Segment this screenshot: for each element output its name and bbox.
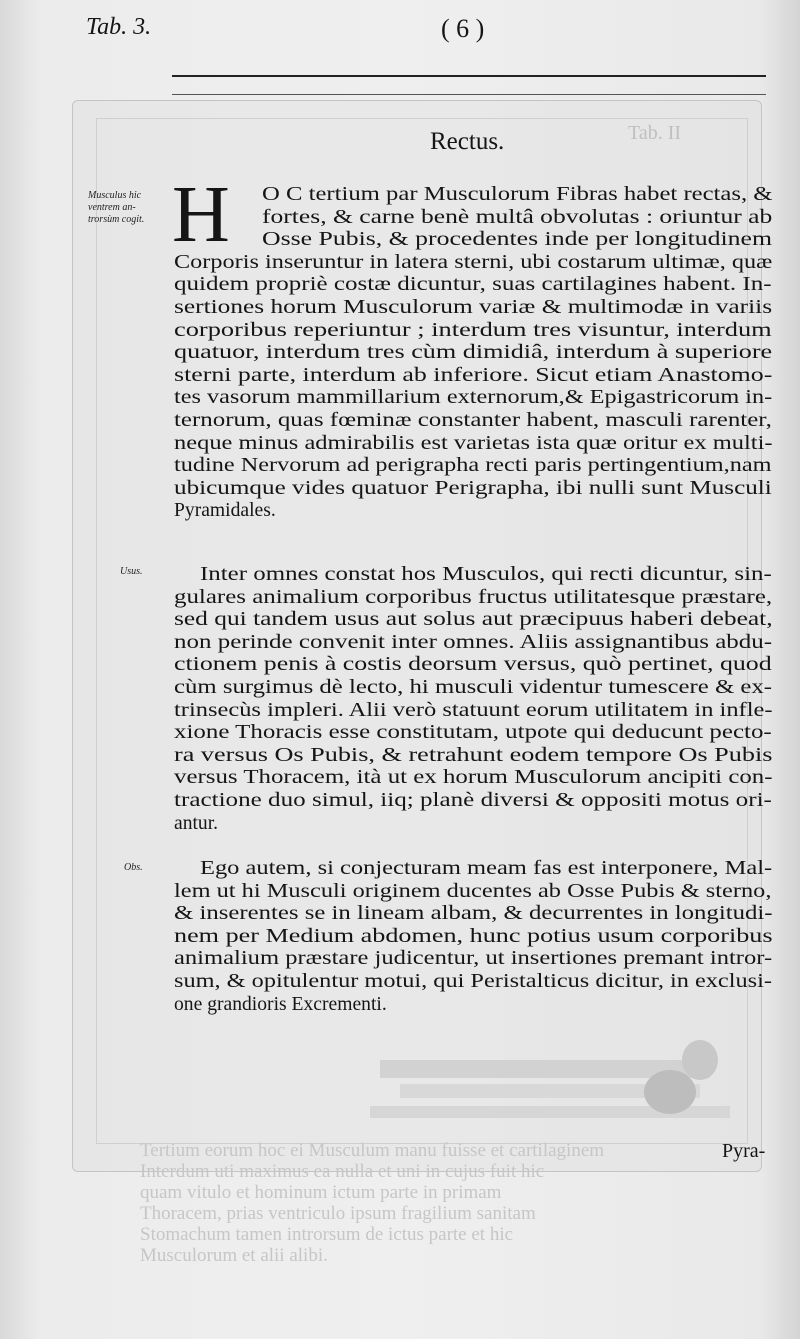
text-line: animalium præstare judicentur, ut insertiones premant intror- <box>174 948 773 970</box>
text-line: ra versus Os Pubis, & retrahunt eodem tempore Os Pubis <box>174 744 773 766</box>
margin-note-musculus <box>88 190 144 226</box>
text-line: antur. <box>174 812 219 834</box>
text-line: fortes, & carne benè multâ obvolutas : oriuntur ab <box>262 206 773 228</box>
text-line: Pyramidales. <box>174 500 276 522</box>
text-line: xione Thoracis esse constitutam, utpote qui deducunt pecto- <box>174 722 772 744</box>
text-line: gulares animalium corporibus fructus utilitatesque præstare, <box>174 586 773 608</box>
text-line: quidem propriè costæ dicuntur, suas cartilagines habent. In- <box>174 274 772 296</box>
section-heading: Rectus. <box>430 128 505 155</box>
margin-note-line: trorsùm cogit. <box>88 214 145 225</box>
text-line: sed qui tandem usus aut solus aut præcipuus haberi debeat, <box>174 609 773 631</box>
text-line: Corporis inseruntur in latera sterni, ubi costarum ultimæ, quæ <box>174 251 773 273</box>
margin-note-obs: Obs. <box>124 862 143 873</box>
show-through-text: Tertium eorum hoc ei Musculum manu fuisse et cartilaginem Interdum uti maximus ea nulla et uni in cujus fuit hic quam vitulo et hominum ictum parte in primam Thoracem, prias ventriculo ipsum fragilium sanitam Stomachum tamen introrsum de ictus parte et hic Musculorum et alii alibi. <box>140 1140 605 1266</box>
margin-note-usus: Usus. <box>120 566 143 577</box>
text-line: tractione duo simul, iiq; planè diversi & oppositi motus ori- <box>174 790 772 811</box>
text-line: lem ut hi Musculi originem ducentes ab Osse Pubis & sterno, <box>174 880 772 902</box>
text-line: one grandioris Excrementi. <box>174 993 387 1015</box>
text-line: ternorum, quas fœminæ constanter habent, masculi rarenter, <box>174 410 772 431</box>
text-line: trinsecùs impleri. Alii verò statuunt eorum utilitatem in infle- <box>174 699 773 721</box>
show-through-ruin-illustration <box>370 1020 750 1140</box>
text-line: cùm surgimus dè lecto, hi musculi videntur tumescere & ex- <box>174 677 773 698</box>
text-line: & inserentes se in lineam albam, & decurrentes in longitudi- <box>174 903 773 925</box>
text-line: sertiones horum Musculorum variæ & multimodæ in variis <box>174 297 773 318</box>
text-line: Inter omnes constat hos Musculos, qui recti dicuntur, sin- <box>200 564 772 585</box>
text-line: non perinde convenit inter omnes. Aliis assignantibus abdu- <box>174 631 773 653</box>
drop-cap: H <box>172 171 230 259</box>
text-line: nem per Medium abdomen, hunc potius usum corporibus <box>174 925 773 947</box>
text-line: quatuor, interdum tres cùm dimidiâ, interdum à superiore <box>174 342 773 364</box>
text-line: sum, & opitulentur motui, qui Peristalticus dicitur, in exclusi- <box>174 971 772 992</box>
plate-reference: Tab. 3. <box>86 14 152 40</box>
header-rule <box>172 75 766 77</box>
show-through-tab-mark: Tab. II <box>628 122 682 144</box>
text-line: Osse Pubis, & procedentes inde per longitudinem <box>262 229 773 251</box>
text-line: ctionem penis à costis deorsum versus, quò pertinet, quod <box>174 654 772 676</box>
margin-note-line: Musculus hic <box>88 190 142 201</box>
page-number: ( 6 ) <box>441 14 485 43</box>
text-line: versus Thoracem, ità ut ex horum Musculorum ancipiti con- <box>174 767 773 789</box>
header-rule-thin <box>172 94 766 95</box>
text-line: tes vasorum mammillarium externorum,& Epigastricorum in- <box>174 387 773 409</box>
margin-note-line: ventrem an- <box>88 202 136 213</box>
text-line: Ego autem, si conjecturam meam fas est interponere, Mal- <box>200 858 773 879</box>
text-line: corporibus reperiuntur ; interdum tres visuntur, interdum <box>174 319 772 341</box>
text-line: O C tertium par Musculorum Fibras habet rectas, & <box>262 184 773 205</box>
text-line: ubicumque vides quatuor Perigrapha, ibi nulli sunt Musculi <box>174 477 772 499</box>
text-line: sterni parte, interdum ab inferiore. Sicut etiam Anastomo- <box>174 364 773 386</box>
text-line: tudine Nervorum ad perigrapha recti paris pertingentium,nam <box>174 455 772 477</box>
text-line: neque minus admirabilis est varietas ista quæ oritur ex multi- <box>174 432 773 454</box>
catchword: Pyra- <box>722 1140 766 1162</box>
